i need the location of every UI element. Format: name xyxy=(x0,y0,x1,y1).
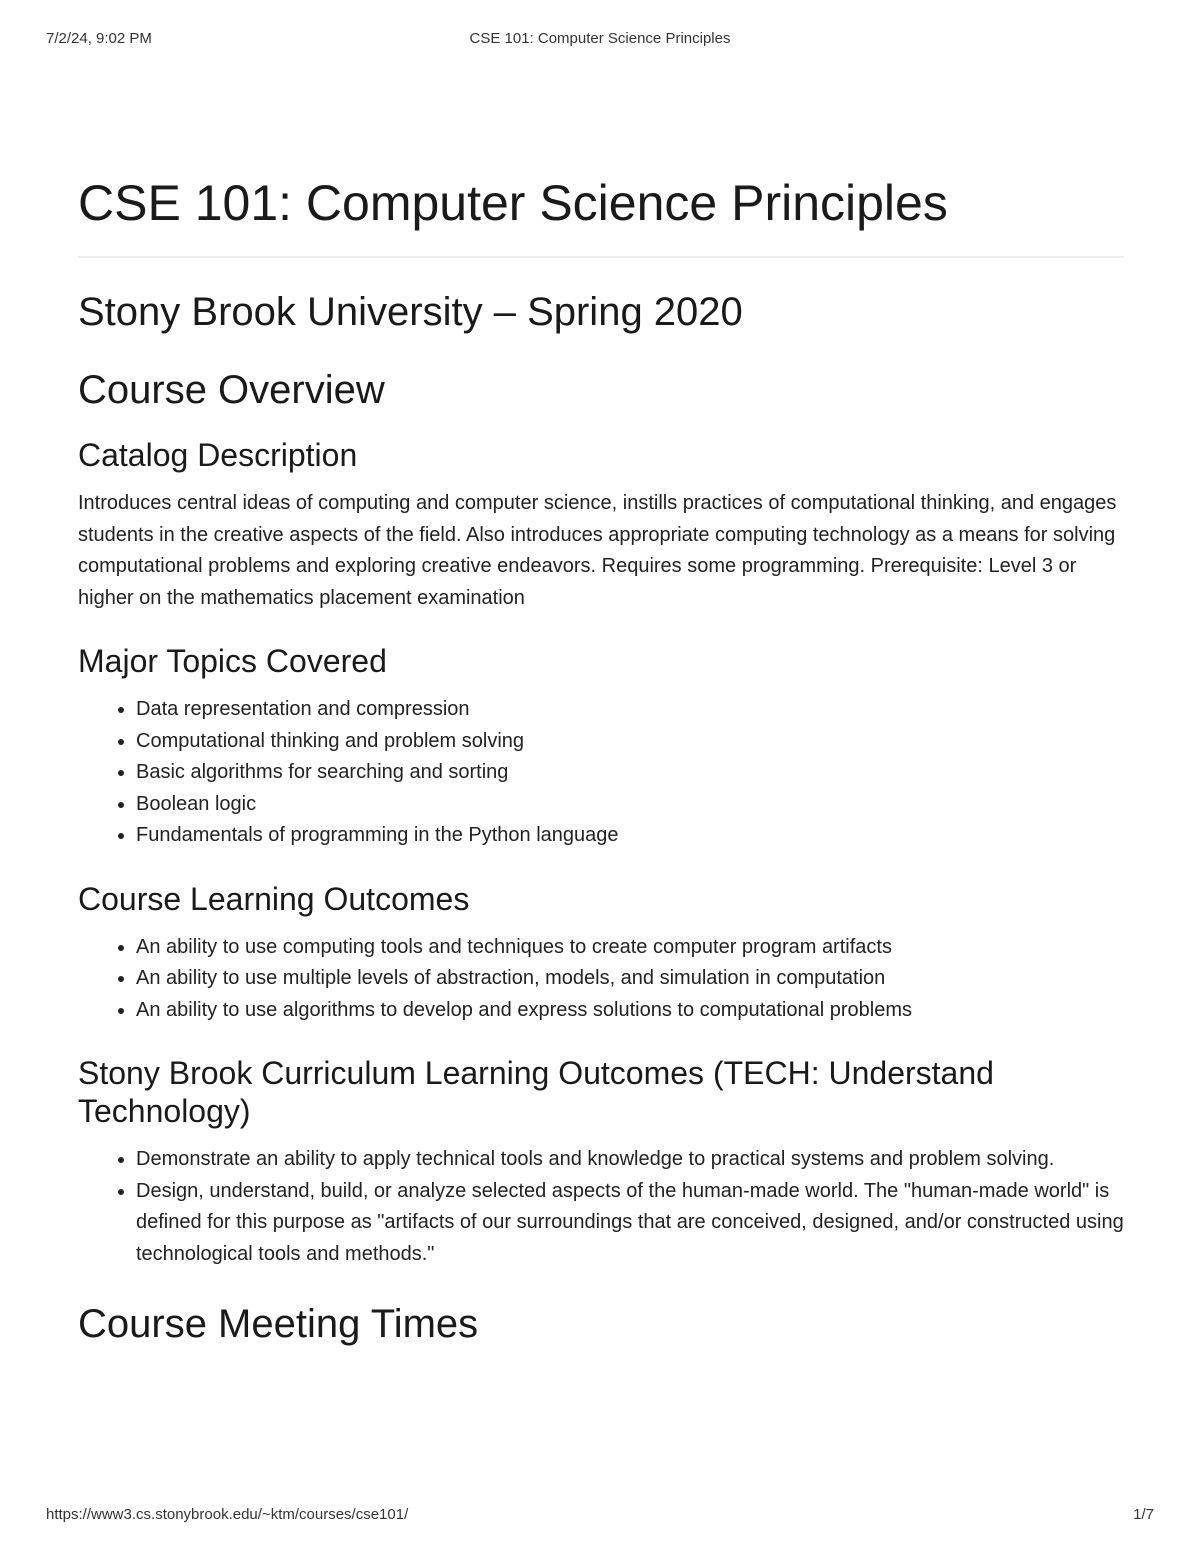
major-topics-list xyxy=(78,694,1124,852)
list-item: • Data representation and compression xyxy=(136,694,1124,726)
list-item: • An ability to use algorithms to develop and express solutions to computational problems xyxy=(136,995,1124,1027)
page-content xyxy=(78,170,1124,1350)
page-number: 1/7 xyxy=(1133,1506,1154,1523)
title-divider xyxy=(78,256,1124,258)
print-footer xyxy=(46,1506,1154,1526)
page-url: https://www3.cs.stonybrook.edu/~ktm/courses/cse101/ xyxy=(46,1506,409,1523)
print-page-title: CSE 101: Computer Science Principles xyxy=(469,30,731,47)
list-item: • Boolean logic xyxy=(136,789,1124,821)
catalog-description-text: Introduces central ideas of computing and computer science, instills practices of computational thinking, and engages students in the creative aspects of the field. Also introduces appropriate computing technology as a means for solving computational problems and exploring creative endeavors. Requires some programming. Prerequisite: Level 3 or higher on the mathematics placement examination xyxy=(78,492,1117,609)
course-learning-outcomes-list xyxy=(78,932,1124,1027)
print-datetime: 7/2/24, 9:02 PM xyxy=(46,30,152,47)
course-meeting-times-heading: Course Meeting Times xyxy=(78,1302,479,1346)
list-item: • An ability to use multiple levels of abstraction, models, and simulation in computation xyxy=(136,963,1124,995)
list-item: • An ability to use computing tools and techniques to create computer program artifacts xyxy=(136,932,1124,964)
list-item: • Design, understand, build, or analyze selected aspects of the human-made world. The "human-made world" is defined for this purpose as "artifacts of our surroundings that are conceived, designed, and/or constructed using technological tools and methods." xyxy=(136,1176,1124,1271)
list-item: • Basic algorithms for searching and sorting xyxy=(136,757,1124,789)
course-overview-heading: Course Overview xyxy=(78,368,385,412)
list-item: • Computational thinking and problem solving xyxy=(136,726,1124,758)
list-item: • Fundamentals of programming in the Python language xyxy=(136,820,1124,852)
curriculum-outcomes-heading: Stony Brook Curriculum Learning Outcomes (TECH: Understand Technology) xyxy=(78,1055,994,1129)
course-learning-outcomes-heading: Course Learning Outcomes xyxy=(78,880,470,917)
list-item: • Demonstrate an ability to apply technical tools and knowledge to practical systems and problem solving. xyxy=(136,1144,1124,1176)
major-topics-heading: Major Topics Covered xyxy=(78,643,387,679)
university-heading: Stony Brook University – Spring 2020 xyxy=(78,290,743,334)
catalog-description-heading: Catalog Description xyxy=(78,437,358,473)
curriculum-outcomes-list xyxy=(78,1144,1124,1270)
print-header xyxy=(46,30,1154,50)
page-title: CSE 101: Computer Science Principles xyxy=(78,175,948,231)
